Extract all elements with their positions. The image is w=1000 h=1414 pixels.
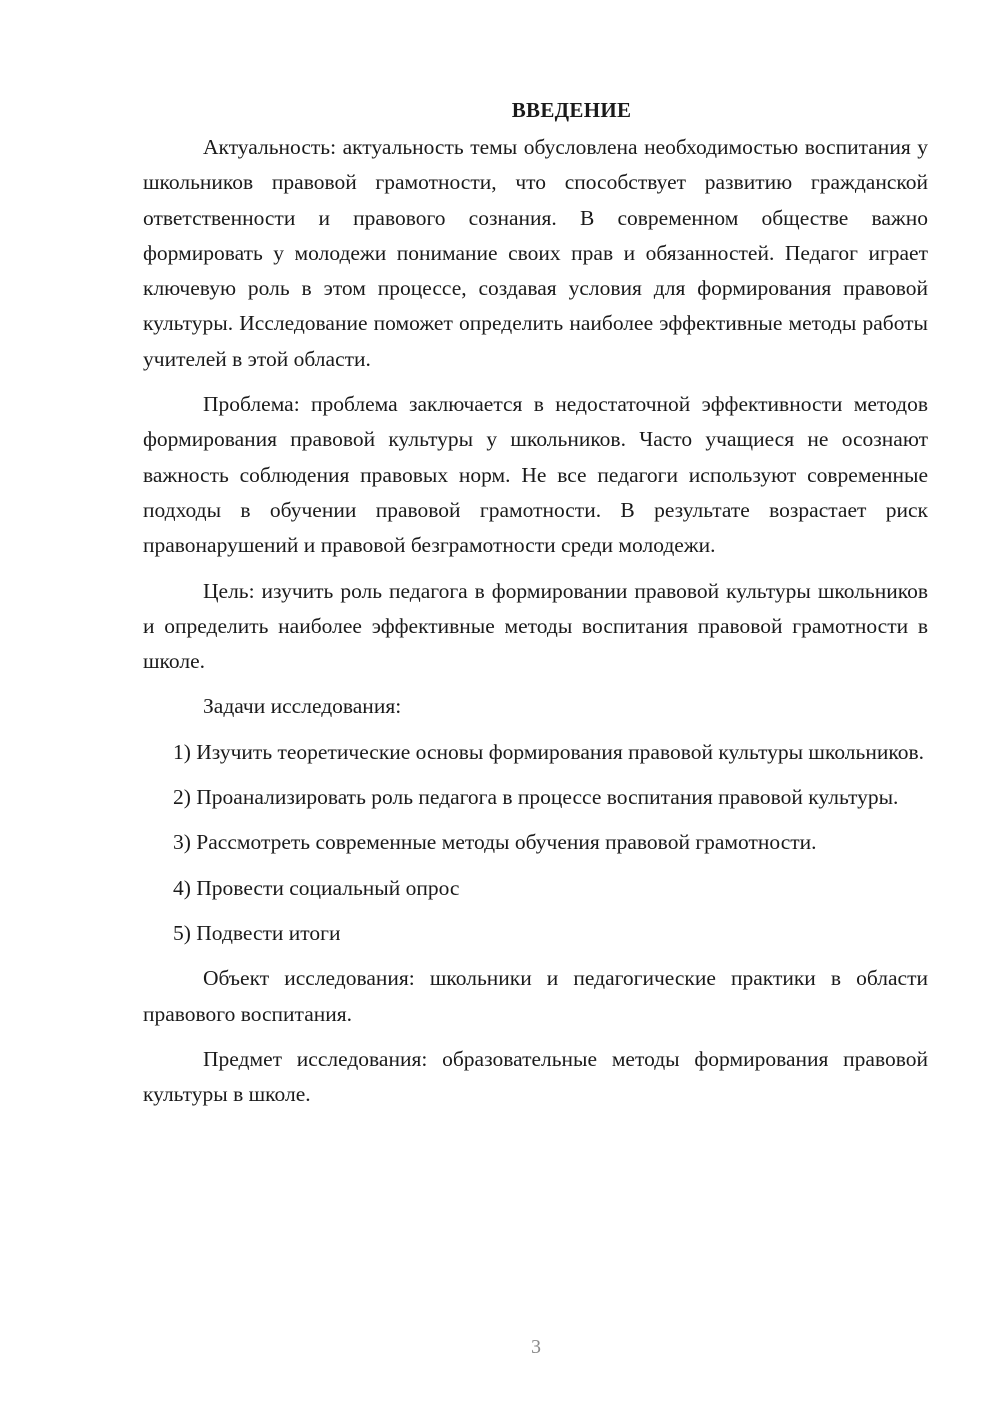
task-item-3: 3) Рассмотреть современные методы обучения правовой грамотности. [173,830,817,855]
page-content [143,90,928,1112]
page-number: 3 [531,1336,541,1358]
task-item-5: 5) Подвести итоги [173,920,341,945]
task-item-4: 4) Провести социальный опрос [173,875,460,900]
object-paragraph: Объект исследования: школьники и педагогические практики в области правового воспитания. [143,966,928,1026]
problem-paragraph: Проблема: проблема заключается в недостаточной эффективности методов формирования правовой культуры у школьников. Часто учащиеся не осознают важность соблюдения правовых норм. Не все педагоги используют современные подходы в обучении правовой грамотности. В результате возрастает риск правонарушений и правовой безграмотности среди молодежи. [143,392,928,558]
relevance-paragraph: Актуальность: актуальность темы обусловлена необходимостью воспитания у школьников правовой грамотности, что способствует развитию гражданской ответственности и правового сознания. В современном обществе важно формировать у молодежи понимание своих прав и обязанностей. Педагог играет ключевую роль в этом процессе, создавая условия для формирования правовой культуры. Исследование поможет определить наиболее эффективные методы работы учителей в этой области. [143,135,928,371]
goal-paragraph: Цель: изучить роль педагога в формировании правовой культуры школьников и определить наиболее эффективные методы воспитания правовой грамотности в школе. [143,578,928,674]
task-item-1: 1) Изучить теоретические основы формирования правовой культуры школьников. [173,739,924,764]
page-title: ВВЕДЕНИЕ [511,98,632,122]
subject-paragraph: Предмет исследования: образовательные методы формирования правовой культуры в школе. [143,1046,928,1107]
tasks-heading: Задачи исследования: [203,694,402,719]
task-item-2: 2) Проанализировать роль педагога в процессе воспитания правовой культуры. [173,785,899,810]
